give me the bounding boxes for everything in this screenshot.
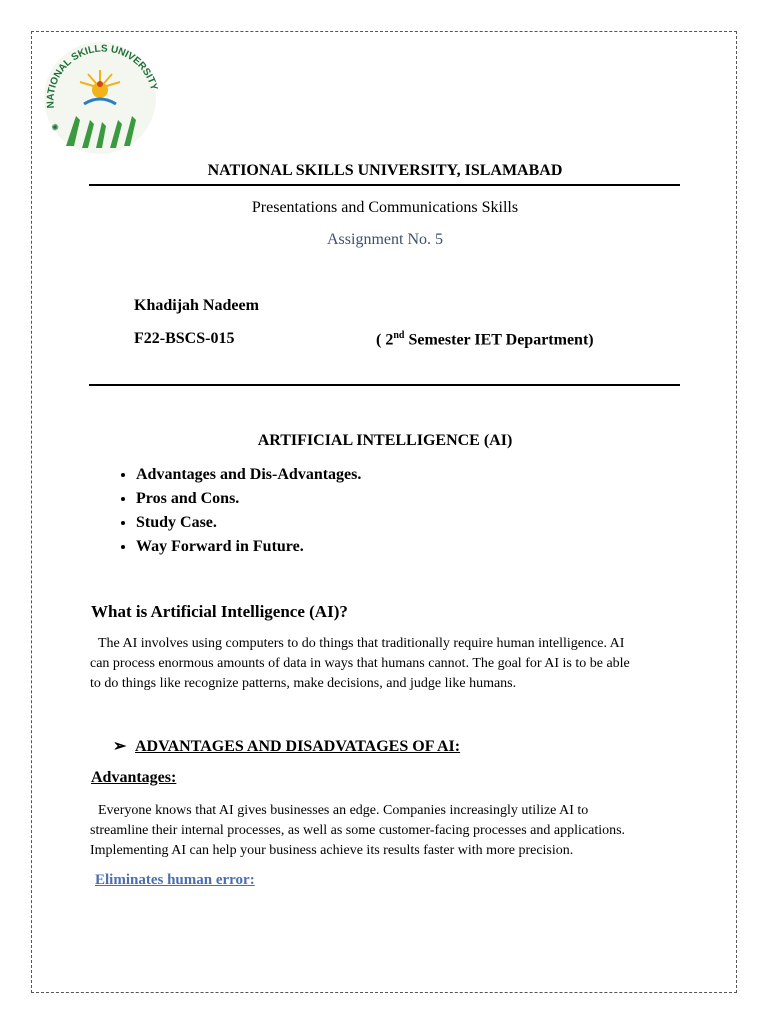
list-item: • Way Forward in Future. [136,535,361,559]
what-is-heading: What is Artificial Intelligence (AI)? [91,602,348,621]
assignment-number: Assignment No. 5 [327,231,443,248]
advantages-section-heading: ➢ ADVANTAGES AND DISADVATAGES OF AI: [113,738,461,755]
svg-text:✺: ✺ [49,121,63,134]
university-logo [36,36,164,158]
paragraph-line: The AI involves using computers to do things that traditionally require human intelligence. AI [98,636,625,651]
section-divider [89,384,680,386]
paragraph-line: Everyone knows that AI gives businesses an edge. Companies increasingly utilize AI to [98,803,589,818]
list-item: • Advantages and Dis-Advantages. [136,463,361,487]
advantages-paragraph [90,801,680,861]
list-item: • Study Case. [136,511,361,535]
topic-title: ARTIFICIAL INTELLIGENCE (AI) [257,432,513,449]
university-name: NATIONAL SKILLS UNIVERSITY, ISLAMABAD [207,162,563,179]
paragraph-line: Implementing AI can help your business achieve its results faster with more precision. [90,843,574,858]
student-roll: F22-BSCS-015 [134,330,235,347]
advantages-heading: Advantages: [91,769,177,786]
topic-list [106,463,361,559]
paragraph-line: to do things like recognize patterns, make decisions, and judge like humans. [90,676,517,691]
header-divider [89,184,680,186]
course-title: Presentations and Communications Skills [251,199,519,216]
paragraph-line: streamline their internal processes, as well as some customer-facing processes and applications. [90,823,626,838]
paragraph-line: can process enormous amounts of data in ways that humans cannot. The goal for AI is to be able [90,656,630,671]
arrow-bullet-icon: ➢ [113,738,127,755]
what-is-paragraph [90,634,680,694]
eliminates-human-error-heading: Eliminates human error: [95,872,255,888]
student-semester: ( 2nd Semester IET Department) [376,330,594,349]
logo-text: NATIONAL SKILLS UNIVERSITY [45,43,160,109]
list-item: • Pros and Cons. [136,487,361,511]
student-name: Khadijah Nadeem [134,297,259,314]
